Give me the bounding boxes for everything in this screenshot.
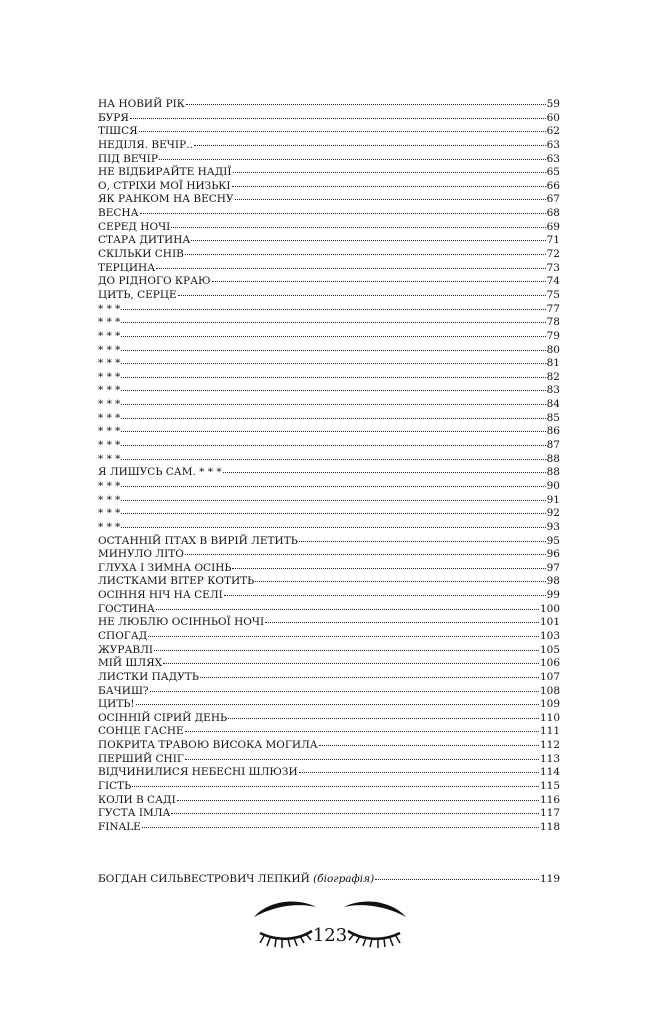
toc-entry-page: 100 (539, 602, 560, 615)
toc-entry-title: НЕ ЛЮБЛЮ ОСІННЬОЇ НОЧІ (98, 616, 265, 629)
toc-entry-title: ЦИТЬ! (98, 698, 135, 711)
leader-dots (255, 581, 545, 582)
toc-entry (98, 821, 560, 835)
toc-entry-page: 65 (546, 166, 560, 179)
leader-dots (148, 636, 539, 637)
toc-entry (98, 262, 560, 276)
toc-entry-page: 67 (546, 193, 560, 206)
toc-entry-page: 103 (539, 629, 560, 642)
toc-entry-title: * * * (98, 520, 121, 533)
leader-dots (235, 199, 546, 200)
toc-entry-title: ЛИСТКИ ПАДУТЬ (98, 670, 199, 683)
toc-entry-page: 87 (546, 439, 560, 452)
toc-entry-page: 60 (546, 111, 560, 124)
leader-dots (140, 213, 546, 214)
leader-dots (171, 227, 545, 228)
toc-entry-title: ДО РІДНОГО КРАЮ (98, 275, 211, 288)
toc-entry-title: ТЕРЦИНА (98, 261, 156, 274)
toc-entry-title: ЖУРАВЛІ (98, 643, 154, 656)
toc-entry-title: БУРЯ (98, 111, 129, 124)
toc-entry (98, 398, 560, 412)
toc-entry-page: 91 (546, 493, 560, 506)
toc-entry (98, 480, 560, 494)
toc-entry-page: 62 (546, 125, 560, 138)
toc-entry-page: 66 (546, 179, 560, 192)
toc-entry-page: 112 (539, 739, 560, 752)
leader-dots (171, 813, 538, 814)
toc-entry (98, 275, 560, 289)
toc-entry-biography (98, 873, 560, 887)
toc-entry-title: СЕРЕД НОЧІ (98, 220, 171, 233)
toc-entry-page: 106 (539, 657, 560, 670)
leader-dots (121, 431, 545, 432)
toc-entry (98, 739, 560, 753)
toc-entry-page: 118 (539, 820, 560, 833)
toc-entry-title: ВІДЧИНИЛИСЯ НЕБЕСНІ ШЛЮЗИ (98, 766, 298, 779)
toc-entry-page: 75 (546, 288, 560, 301)
toc-entry (98, 289, 560, 303)
toc-entry-title: * * * (98, 479, 121, 492)
leader-dots (121, 404, 545, 405)
toc-entry-title: ОСІННІЙ СІРИЙ ДЕНЬ (98, 711, 228, 724)
toc-entry (98, 562, 560, 576)
toc-entry-title: ГУСТА ІМЛА (98, 807, 171, 820)
leader-dots (121, 309, 545, 310)
toc-entry-title: * * * (98, 302, 121, 315)
leader-dots (132, 786, 539, 787)
toc-entry (98, 153, 560, 167)
toc-entry-title: ОСТАННІЙ ПТАХ В ВИРІЙ ЛЕТИТЬ (98, 534, 298, 547)
toc-entry-page: 114 (539, 766, 560, 779)
leader-dots (121, 363, 545, 364)
toc-entry-title: СПОГАД (98, 629, 148, 642)
toc-entry-title: * * * (98, 370, 121, 383)
toc-entry-title: Я ЛИШУСЬ САМ. * * * (98, 466, 222, 479)
toc-entry-page: 73 (546, 261, 560, 274)
toc-entry (98, 330, 560, 344)
toc-entry (98, 112, 560, 126)
toc-entry-page: 90 (546, 479, 560, 492)
leader-dots (130, 118, 546, 119)
leader-dots (121, 459, 545, 460)
toc-entry (98, 671, 560, 685)
leader-dots (185, 254, 546, 255)
toc-entry-title: ГІСТЬ (98, 780, 132, 793)
toc-entry-page: 83 (546, 384, 560, 397)
toc-entry-page: 99 (546, 589, 560, 602)
toc-entry-page: 79 (546, 329, 560, 342)
leader-dots (150, 691, 539, 692)
leader-dots (212, 281, 546, 282)
leader-dots (178, 295, 546, 296)
leader-dots (154, 650, 539, 651)
leader-dots (228, 718, 539, 719)
toc-entry (98, 753, 560, 767)
toc-entry (98, 98, 560, 112)
toc-entry-title: * * * (98, 411, 121, 424)
toc-entry-title: ПІД ВЕЧІР (98, 152, 158, 165)
leader-dots (319, 745, 539, 746)
toc-entry-page: 80 (546, 343, 560, 356)
toc-entry-page: 82 (546, 370, 560, 383)
toc-entry-title: ЦИТЬ, СЕРЦЕ (98, 288, 177, 301)
toc-entry-title: НЕДІЛЯ. ВЕЧІР.. (98, 138, 193, 151)
toc-entry-page: 81 (546, 357, 560, 370)
toc-entry (98, 589, 560, 603)
toc-entry-page: 107 (539, 670, 560, 683)
toc-entry-title: МИНУЛО ЛІТО (98, 548, 184, 561)
leader-dots (177, 800, 539, 801)
toc-entry (98, 466, 560, 480)
toc-entry (98, 685, 560, 699)
toc-entry (98, 221, 560, 235)
toc-entry (98, 698, 560, 712)
toc-entry (98, 344, 560, 358)
toc-entry-page: 63 (546, 152, 560, 165)
toc-entry-title: ТІШСЯ (98, 125, 138, 138)
leader-dots (121, 527, 545, 528)
leader-dots (121, 390, 545, 391)
toc-entry-page: 101 (539, 616, 560, 629)
leader-dots (121, 486, 545, 487)
toc-entry-title: * * * (98, 329, 121, 342)
leader-dots (156, 609, 539, 610)
toc-entry-page: 109 (539, 698, 560, 711)
toc-entry-title (98, 873, 374, 887)
toc-entry-page: 113 (539, 752, 560, 765)
leader-dots (375, 879, 539, 880)
leader-dots (299, 772, 539, 773)
toc-entry (98, 712, 560, 726)
leader-dots (121, 350, 545, 351)
toc-entry (98, 234, 560, 248)
toc-entry-page: 119 (539, 873, 560, 885)
toc-entry (98, 657, 560, 671)
toc-entry-title: * * * (98, 425, 121, 438)
toc-entry-page: 74 (546, 275, 560, 288)
toc-entry (98, 725, 560, 739)
toc-entry-title: ГЛУХА І ЗИМНА ОСІНЬ (98, 561, 232, 574)
toc-entry-title: ГОСТИНА (98, 602, 155, 615)
toc-entry-title: * * * (98, 316, 121, 329)
leader-dots (121, 322, 545, 323)
toc-entry-title: * * * (98, 343, 121, 356)
toc-entry (98, 507, 560, 521)
toc-entry (98, 766, 560, 780)
toc-entry-title: ПЕРШИЙ СНІГ (98, 752, 184, 765)
toc-entry (98, 303, 560, 317)
toc-entry (98, 139, 560, 153)
toc-entry-page: 68 (546, 207, 560, 220)
toc-entry-title: СКІЛЬКИ СНІВ (98, 248, 184, 261)
toc-entry (98, 371, 560, 385)
toc-entry-title: ЛИСТКАМИ ВІТЕР КОТИТЬ (98, 575, 255, 588)
toc-entry-page: 63 (546, 138, 560, 151)
leader-dots (232, 186, 546, 187)
table-of-contents (98, 98, 560, 835)
toc-entry (98, 207, 560, 221)
toc-entry-page: 111 (539, 725, 560, 738)
toc-entry (98, 425, 560, 439)
toc-entry-title: ПОКРИТА ТРАВОЮ ВИСОКА МОГИЛА (98, 739, 318, 752)
toc-entry-title: ОСІННЯ НІЧ НА СЕЛІ (98, 589, 223, 602)
toc-entry (98, 616, 560, 630)
leader-dots (121, 418, 545, 419)
toc-entry-title: КОЛИ В САДІ (98, 793, 176, 806)
toc-entry-page: 72 (546, 248, 560, 261)
toc-entry (98, 166, 560, 180)
toc-entry-page: 77 (546, 302, 560, 315)
toc-entry (98, 807, 560, 821)
toc-entry (98, 630, 560, 644)
toc-entry-page: 86 (546, 425, 560, 438)
toc-entry (98, 125, 560, 139)
toc-entry (98, 439, 560, 453)
right-eyebrow (344, 902, 406, 917)
toc-entry-page: 88 (546, 452, 560, 465)
toc-entry (98, 535, 560, 549)
toc-entry-title: * * * (98, 357, 121, 370)
toc-entry-page: 110 (539, 711, 560, 724)
toc-entry-page: 71 (546, 234, 560, 247)
toc-entry-title: * * * (98, 493, 121, 506)
leader-dots (265, 622, 539, 623)
toc-entry-title: * * * (98, 384, 121, 397)
toc-entry-page: 88 (546, 466, 560, 479)
leader-dots (139, 131, 546, 132)
toc-entry-title: * * * (98, 507, 121, 520)
toc-entry-title: БАЧИШ? (98, 684, 149, 697)
toc-entry-page: 78 (546, 316, 560, 329)
toc-entry-page: 98 (546, 575, 560, 588)
leader-dots (121, 336, 545, 337)
toc-entry (98, 780, 560, 794)
leader-dots (224, 595, 546, 596)
leader-dots (185, 731, 539, 732)
toc-entry-page: 97 (546, 561, 560, 574)
leader-dots (121, 377, 545, 378)
toc-entry (98, 603, 560, 617)
leader-dots (121, 500, 545, 501)
toc-entry-page: 96 (546, 548, 560, 561)
leader-dots (185, 554, 546, 555)
leader-dots (142, 827, 539, 828)
toc-entry (98, 357, 560, 371)
toc-entry-page: 116 (539, 793, 560, 806)
toc-entry-page: 69 (546, 220, 560, 233)
toc-entry (98, 548, 560, 562)
toc-entry (98, 453, 560, 467)
toc-entry (98, 412, 560, 426)
page-number: 123 (312, 925, 348, 946)
toc-entry (98, 521, 560, 535)
toc-entry (98, 575, 560, 589)
leader-dots (186, 104, 546, 105)
toc-entry-page: 93 (546, 520, 560, 533)
toc-entry-page: 59 (546, 98, 560, 110)
biography-title: БОГДАН СИЛЬВЕСТРОВИЧ ЛЕПКИЙ (98, 873, 310, 885)
toc-entry-title: ВЕСНА (98, 207, 139, 220)
toc-entry-title: СОНЦЕ ГАСНЕ (98, 725, 184, 738)
toc-entry-title: * * * (98, 439, 121, 452)
toc-entry-title: МІЙ ШЛЯХ (98, 657, 163, 670)
toc-entry-title: СТАРА ДИТИНА (98, 234, 191, 247)
toc-entry-title: ЯК РАНКОМ НА ВЕСНУ (98, 193, 234, 206)
leader-dots (121, 513, 545, 514)
left-eyebrow (254, 902, 316, 917)
toc-entry-title: * * * (98, 398, 121, 411)
toc-entry (98, 180, 560, 194)
toc-entry (98, 316, 560, 330)
toc-entry-page: 115 (539, 780, 560, 793)
leader-dots (191, 240, 545, 241)
toc-entry-page: 92 (546, 507, 560, 520)
biography-note: (біографія) (313, 873, 375, 885)
leader-dots (233, 172, 546, 173)
toc-entry-page: 108 (539, 684, 560, 697)
leader-dots (223, 472, 546, 473)
toc-entry-title: НЕ ВІДБИРАЙТЕ НАДІЇ (98, 166, 232, 179)
toc-entry-page: 95 (546, 534, 560, 547)
toc-entry-page: 84 (546, 398, 560, 411)
leader-dots (163, 663, 539, 664)
leader-dots (121, 445, 545, 446)
toc-entry (98, 193, 560, 207)
toc-entry (98, 644, 560, 658)
leader-dots (159, 159, 546, 160)
toc-entry-title: НА НОВИЙ РІК (98, 98, 185, 110)
toc-entry (98, 248, 560, 262)
toc-entry-page: 117 (539, 807, 560, 820)
leader-dots (232, 568, 545, 569)
leader-dots (156, 268, 545, 269)
leader-dots (194, 145, 546, 146)
leader-dots (136, 704, 539, 705)
toc-entry (98, 494, 560, 508)
leader-dots (200, 677, 539, 678)
toc-entry-title: О, СТРІХИ МОЇ НИЗЬКІ (98, 179, 231, 192)
toc-entry-title: FINALE (98, 820, 141, 833)
leader-dots (185, 759, 539, 760)
toc-entry-page: 105 (539, 643, 560, 656)
toc-entry-title: * * * (98, 452, 121, 465)
toc-entry (98, 384, 560, 398)
leader-dots (299, 541, 546, 542)
toc-entry-page: 85 (546, 411, 560, 424)
toc-entry (98, 794, 560, 808)
